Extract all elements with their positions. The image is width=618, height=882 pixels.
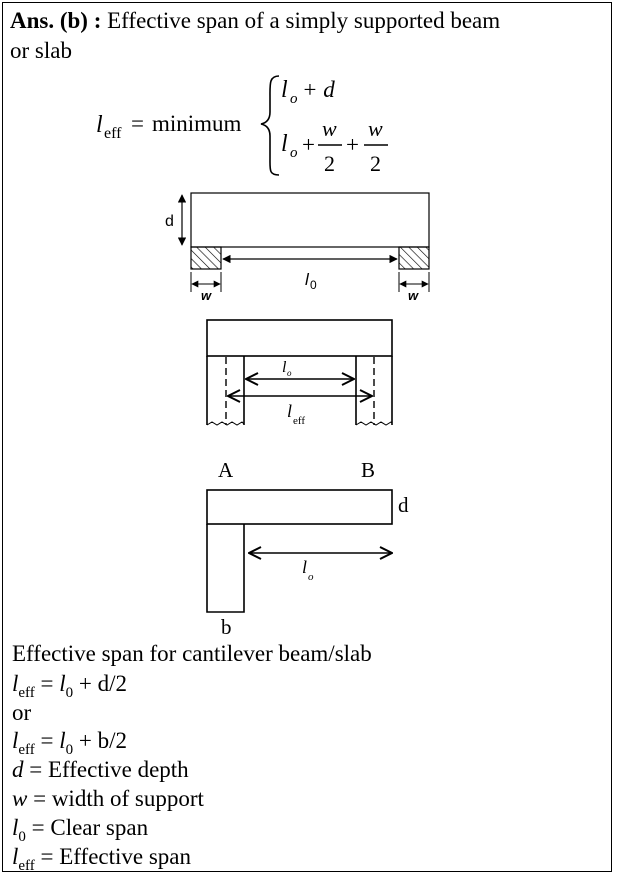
eq2-rest: + b/2 xyxy=(73,728,128,753)
cantilever-span-l: l xyxy=(302,557,308,577)
eq1-rest: + d/2 xyxy=(73,671,128,696)
definition-row xyxy=(12,844,191,873)
formula-equals: = xyxy=(131,111,144,136)
case2-l: l xyxy=(281,131,288,157)
def-symbol-sub: 0 xyxy=(18,829,26,845)
formula-lhs-sub: eff xyxy=(104,125,122,142)
cantilever-title: Effective span for cantilever beam/slab xyxy=(12,641,372,666)
definition-row xyxy=(12,786,204,812)
eq1-lhs: l xyxy=(12,671,19,696)
cantilever-span-sub: o xyxy=(308,571,314,583)
clear-span-sub: 0 xyxy=(310,278,317,292)
eq1-lhs-sub: eff xyxy=(18,685,35,701)
eq2-l-sub: 0 xyxy=(65,742,74,758)
def-symbol: l xyxy=(12,815,19,840)
def-symbol: l xyxy=(12,844,19,869)
case2-plus-1: + xyxy=(302,132,315,157)
support-left xyxy=(191,247,221,269)
cantilever-arm xyxy=(207,490,392,524)
cantilever-support xyxy=(207,524,244,612)
figure-frame xyxy=(207,320,392,427)
answer-label: Ans. (b) : xyxy=(10,8,102,33)
effective-span-sub: eff xyxy=(293,415,306,427)
effective-span-l: l xyxy=(287,401,293,421)
eq2-lhs: l xyxy=(12,728,19,753)
curly-brace xyxy=(261,76,279,175)
formula-lhs-l: l xyxy=(96,112,103,138)
w-right-label: w xyxy=(408,288,419,303)
label-B: B xyxy=(361,458,376,482)
case1-plus-d: + d xyxy=(302,77,335,102)
heading-text: Effective span of a simply supported beam xyxy=(107,8,501,33)
eq1-mid: = xyxy=(34,671,60,696)
def-text: = Clear span xyxy=(25,815,149,840)
def-text: = Effective depth xyxy=(23,757,189,782)
def-text: = width of support xyxy=(27,786,204,811)
cantilever-eq-1 xyxy=(12,671,127,700)
formula-minimum: minimum xyxy=(152,111,242,136)
cantilever-eq-2 xyxy=(12,728,127,757)
eq2-mid: = xyxy=(34,728,60,753)
case2-sub: o xyxy=(290,145,298,161)
effective-span-formula xyxy=(96,76,388,176)
frac2-num: w xyxy=(368,116,383,141)
def-text: = Effective span xyxy=(34,844,192,869)
cantilever-or: or xyxy=(12,700,32,725)
frac1-den: 2 xyxy=(324,151,335,176)
heading-line-2: or slab xyxy=(10,38,72,63)
def-symbol-sub: eff xyxy=(18,858,35,874)
support-right xyxy=(399,247,429,269)
eq2-l: l xyxy=(59,728,66,753)
def-symbol: d xyxy=(12,757,24,782)
eq1-l-sub: 0 xyxy=(65,685,74,701)
case2-plus-2: + xyxy=(346,132,359,157)
label-A: A xyxy=(218,458,234,482)
inner-span-l: l xyxy=(282,359,287,376)
label-d: d xyxy=(398,493,409,517)
frac1-num: w xyxy=(322,116,337,141)
eq1-l: l xyxy=(59,671,66,696)
def-symbol: w xyxy=(12,786,28,811)
eq2-lhs-sub: eff xyxy=(18,742,35,758)
clear-span-l: l xyxy=(305,270,309,289)
beam-body xyxy=(191,193,429,247)
figure-cantilever xyxy=(207,458,409,639)
label-b: b xyxy=(221,615,232,639)
frac2-den: 2 xyxy=(370,151,381,176)
definition-row xyxy=(12,757,189,783)
case1-sub: o xyxy=(290,91,298,107)
case1-l: l xyxy=(281,77,288,103)
definition-row xyxy=(12,815,148,844)
w-left-label: w xyxy=(201,288,212,303)
frame-beam xyxy=(207,320,392,356)
depth-label: d xyxy=(165,213,174,230)
inner-span-sub: o xyxy=(287,368,292,378)
figure-simply-supported xyxy=(165,193,429,303)
